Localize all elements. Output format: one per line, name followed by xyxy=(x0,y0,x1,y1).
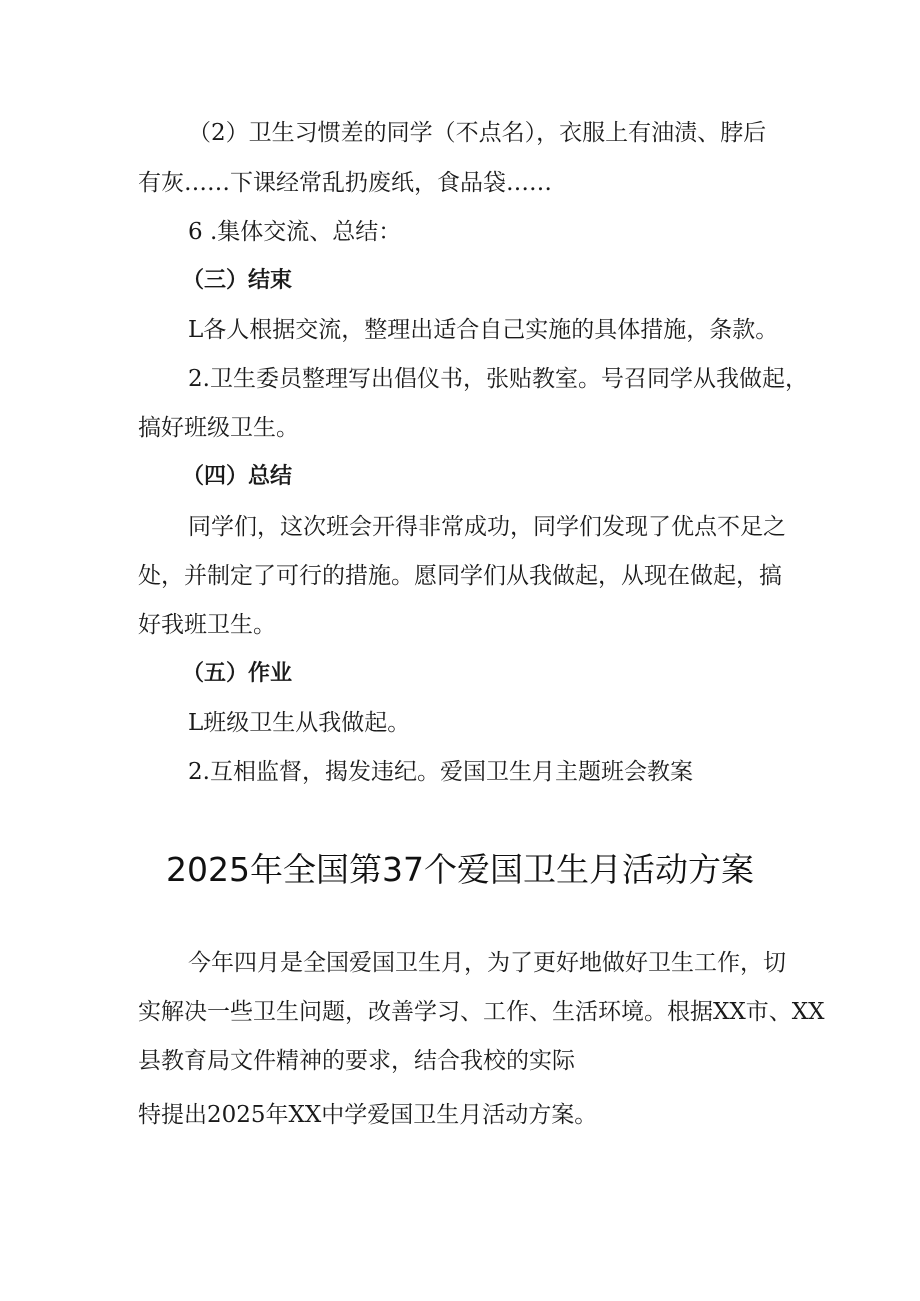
doc2-para1-line3: 县教育局文件精神的要求，结合我校的实际 xyxy=(138,1048,575,1074)
doc2-para1-line1: 今年四月是全国爱国卫生月，为了更好地做好卫生工作，切 xyxy=(188,950,786,976)
item2-line1: （2）卫生习惯差的同学（不点名），衣服上有油渍、脖后 xyxy=(188,120,767,146)
homework-item2: 2.互相监督，揭发违纪。爱国卫生月主题班会教案 xyxy=(188,759,693,785)
item6: 6 .集体交流、总结： xyxy=(188,219,402,245)
heading-end: （三）结束 xyxy=(182,268,293,293)
summary-line1: 同学们，这次班会开得非常成功，同学们发现了优点不足之 xyxy=(188,514,786,540)
summary-line3: 好我班卫生。 xyxy=(138,612,276,638)
end-item2-line2: 搞好班级卫生。 xyxy=(138,415,299,441)
doc2-title: 2025年全国第37个爱国卫生月活动方案 xyxy=(166,850,754,889)
heading-summary: （四）总结 xyxy=(182,464,293,489)
item2-line2: 有灰……下课经常乱扔废纸，食品袋…… xyxy=(138,170,552,196)
homework-item1: L班级卫生从我做起。 xyxy=(188,710,411,736)
end-item1: L各人根据交流，整理出适合自己实施的具体措施，条款。 xyxy=(188,317,779,343)
summary-line2: 处，并制定了可行的措施。愿同学们从我做起，从现在做起，搞 xyxy=(138,563,782,589)
doc2-para2: 特提出2025年XX中学爱国卫生月活动方案。 xyxy=(138,1102,598,1128)
end-item2-line1: 2.卫生委员整理写出倡仪书，张贴教室。号召同学从我做起， xyxy=(188,366,808,392)
heading-homework: （五）作业 xyxy=(182,661,293,686)
doc2-para1-line2: 实解决一些卫生问题，改善学习、工作、生活环境。根据XX市、XX xyxy=(138,999,825,1025)
